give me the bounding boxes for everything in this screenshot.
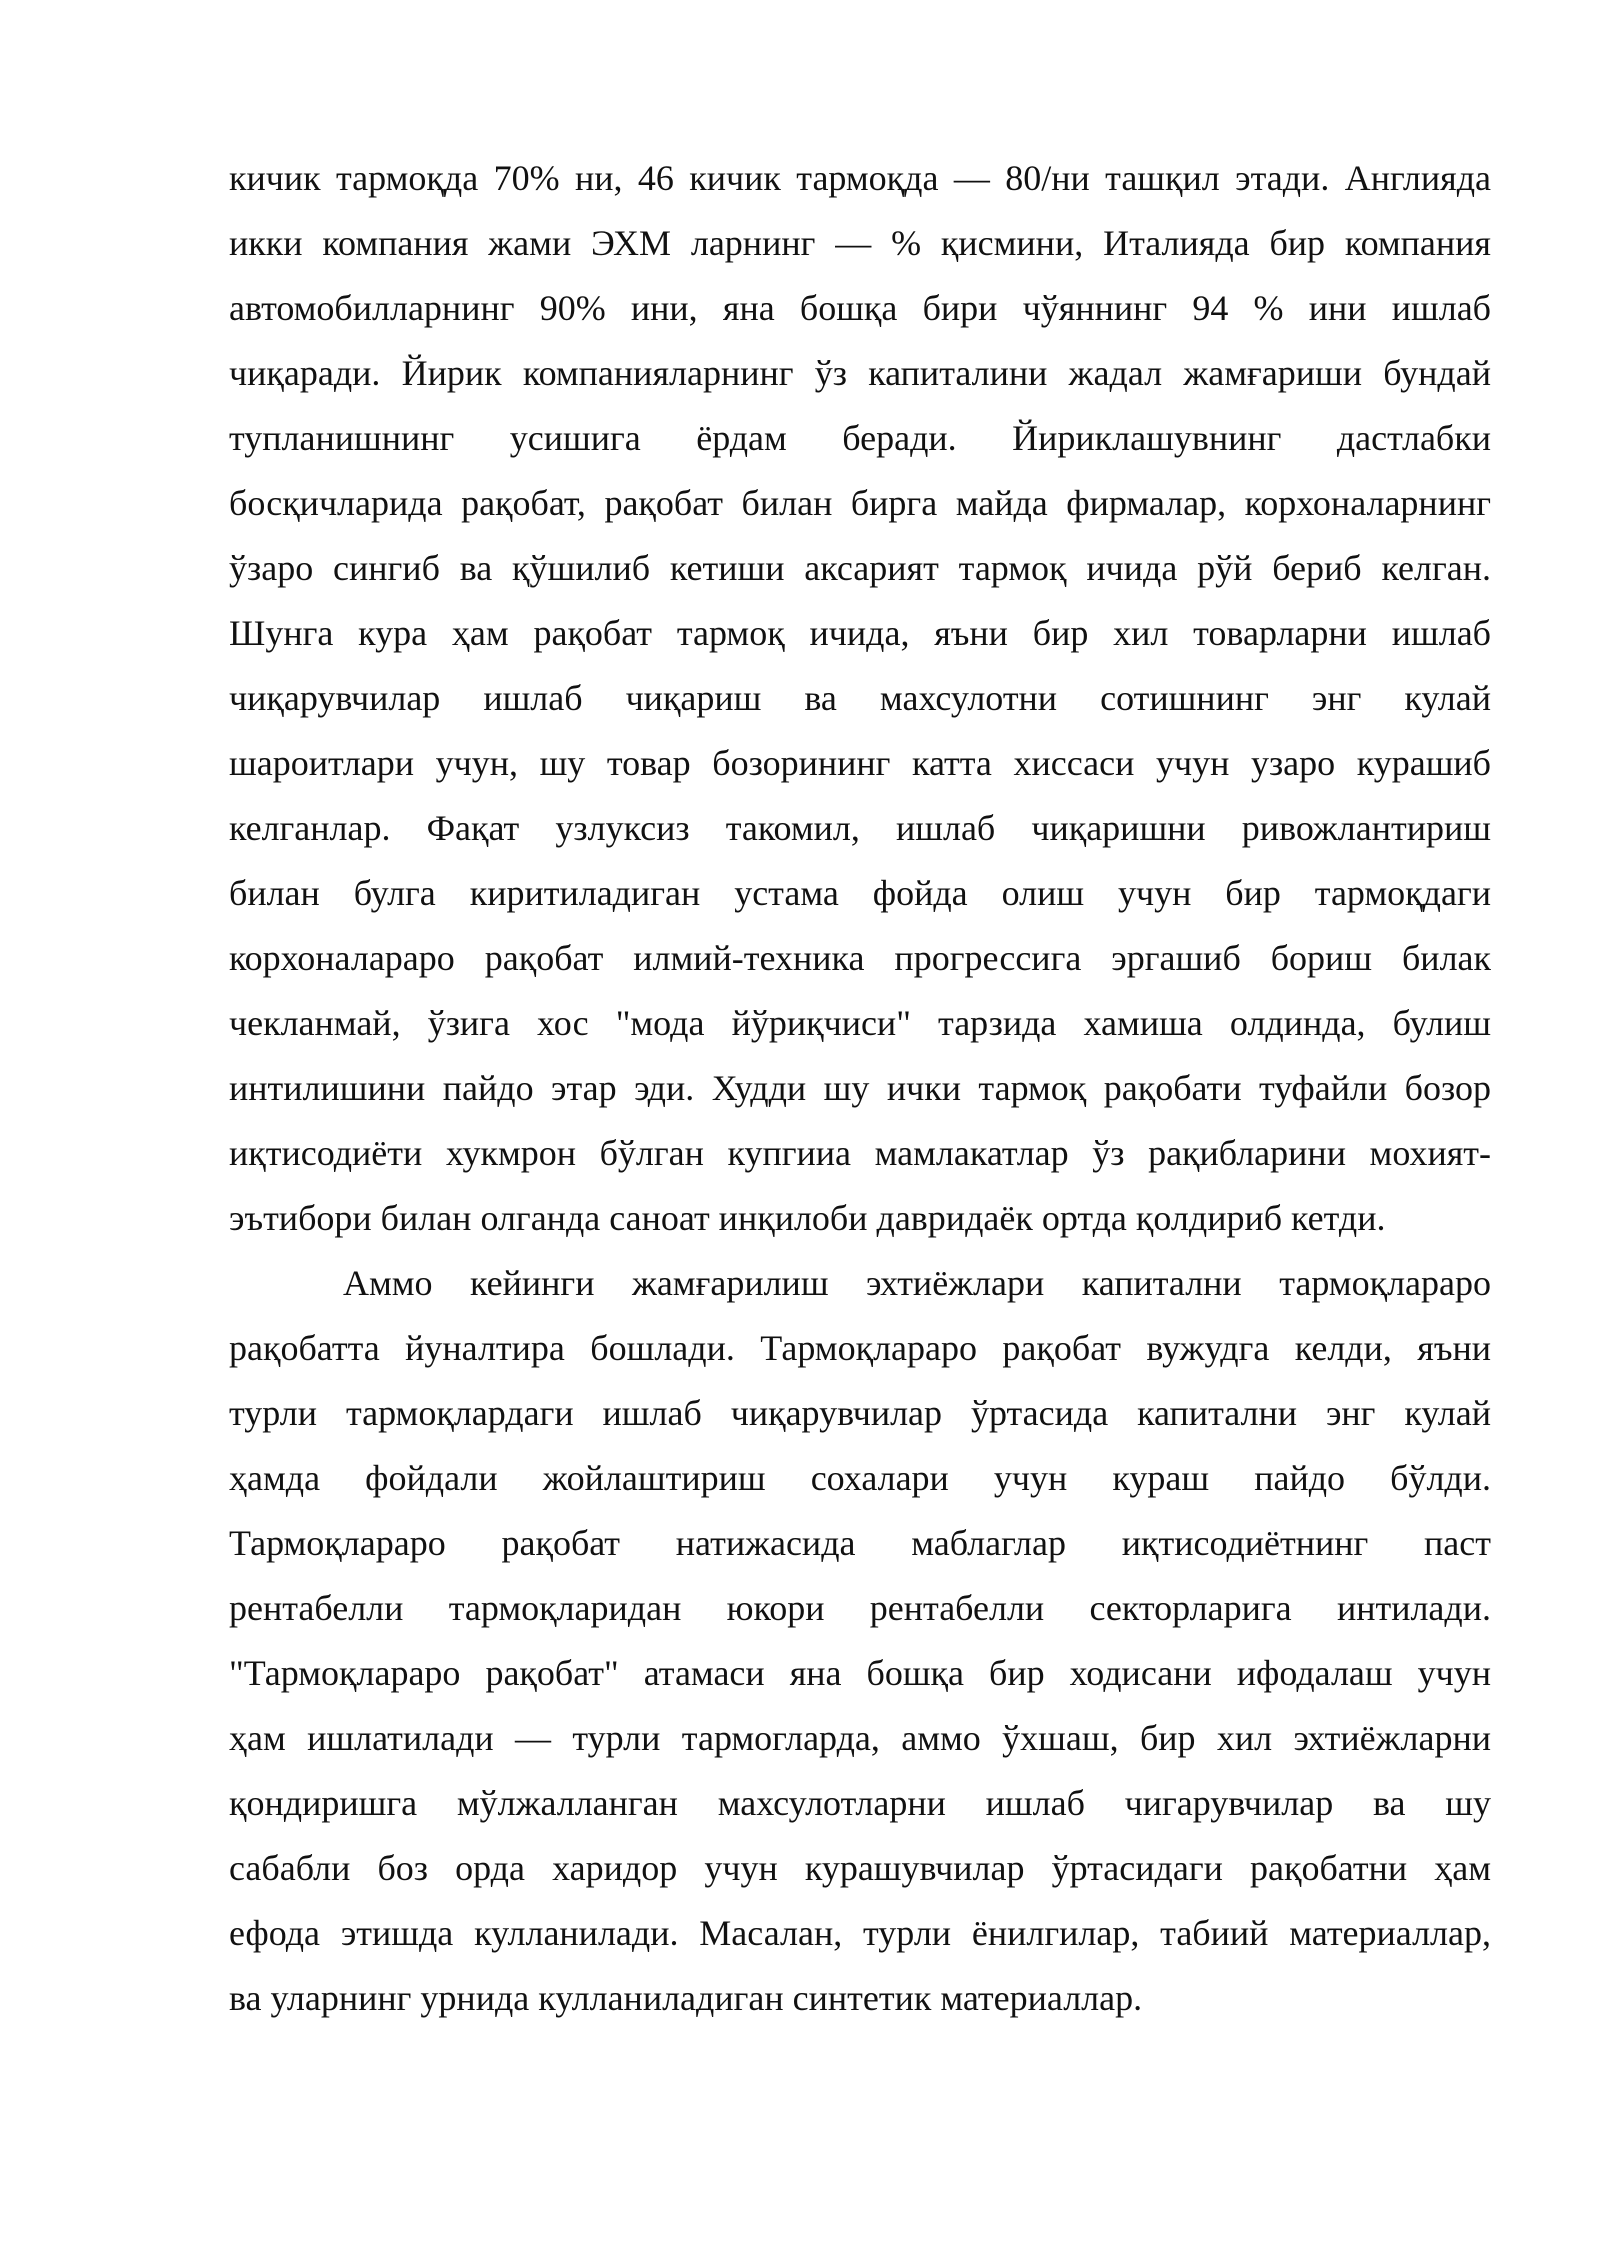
- text-line: рақобатта йуналтира бошлади. Тармоқлараро рақобат вужудга келди, яъни: [229, 1328, 1491, 1368]
- text-line: чекланмай, ўзига хос "мода йўриқчиси" тарзида хамиша олдинда, булиш: [229, 1003, 1491, 1043]
- text-line: чиқарувчилар ишлаб чиқариш ва махсулотни сотишнинг энг кулай: [229, 678, 1491, 718]
- text-line: босқичларида рақобат, рақобат билан бирга майда фирмалар, корхоналарнинг: [229, 483, 1491, 523]
- text-line: келганлар. Фақат узлуксиз такомил, ишлаб чиқаришни ривожлантириш: [229, 808, 1491, 848]
- text-line: кичик тармоқда 70% ни, 46 кичик тармоқда — 80/ни ташқил этади. Англияда: [229, 158, 1491, 198]
- text-line: қондиришга мўлжалланган махсулотларни ишлаб чигарувчилар ва шу: [229, 1783, 1491, 1823]
- paragraph: [229, 146, 1491, 1251]
- text-line: турли тармоқлардаги ишлаб чиқарувчилар ўртасида капитални энг кулай: [229, 1393, 1491, 1433]
- text-line: шароитлари учун, шу товар бозорининг катта хиссаси учун узаро курашиб: [229, 743, 1491, 783]
- text-line: ва уларнинг урнида кулланиладиган синтетик материаллар.: [229, 1978, 1143, 2018]
- paragraph: [229, 1251, 1491, 2031]
- text-line: тупланишнинг усишига ёрдам беради. Йириклашувнинг дастлабки: [229, 418, 1491, 458]
- text-line: икки компания жами ЭХМ ларнинг — % қисмини, Италияда бир компания: [229, 223, 1491, 263]
- text-line: билан булга киритиладиган устама фойда олиш учун бир тармоқдаги: [229, 873, 1491, 913]
- text-line: Шунга кура ҳам рақобат тармоқ ичида, яъни бир хил товарларни ишлаб: [229, 613, 1491, 653]
- text-line: ҳамда фойдали жойлаштириш сохалари учун кураш пайдо бўлди.: [229, 1458, 1491, 1498]
- text-line: сабабли боз орда харидор учун курашувчилар ўртасидаги рақобатни ҳам: [229, 1848, 1491, 1888]
- text-line: "Тармоқлараро рақобат" атамаси яна бошқа бир ходисани ифодалаш учун: [229, 1653, 1491, 1693]
- text-line: иқтисодиёти хукмрон бўлган купгииа мамлакатлар ўз рақибларини мохият-: [229, 1133, 1491, 1173]
- text-line: автомобилларнинг 90% ини, яна бошқа бири чўяннинг 94 % ини ишлаб: [229, 288, 1491, 328]
- text-line: корхоналараро рақобат илмий-техника прогрессига эргашиб бориш билак: [229, 938, 1491, 978]
- text-line: рентабелли тармоқларидан юкори рентабелли секторларига интилади.: [229, 1588, 1491, 1628]
- text-line: ефода этишда кулланилади. Масалан, турли ёнилгилар, табиий материаллар,: [229, 1913, 1491, 1953]
- text-line: ҳам ишлатилади — турли тармогларда, аммо ўхшаш, бир хил эхтиёжларни: [229, 1718, 1491, 1758]
- text-line: эътибори билан олганда саноат инқилоби давридаёк ортда қолдириб кетди.: [229, 1198, 1386, 1238]
- body-text: [229, 146, 1491, 2031]
- text-line: чиқаради. Йирик компанияларнинг ўз капиталини жадал жамғариши бундай: [229, 353, 1491, 393]
- text-line: ўзаро сингиб ва қўшилиб кетиши аксарият тармоқ ичида рўй бериб келган.: [229, 548, 1491, 588]
- text-line: Аммо кейинги жамғарилиш эхтиёжлари капитални тармоқлараро: [343, 1263, 1491, 1303]
- text-line: интилишини пайдо этар эди. Худди шу ички тармоқ рақобати туфайли бозор: [229, 1068, 1491, 1108]
- text-line: Тармоқлараро рақобат натижасида маблаглар иқтисодиётнинг паст: [229, 1523, 1491, 1563]
